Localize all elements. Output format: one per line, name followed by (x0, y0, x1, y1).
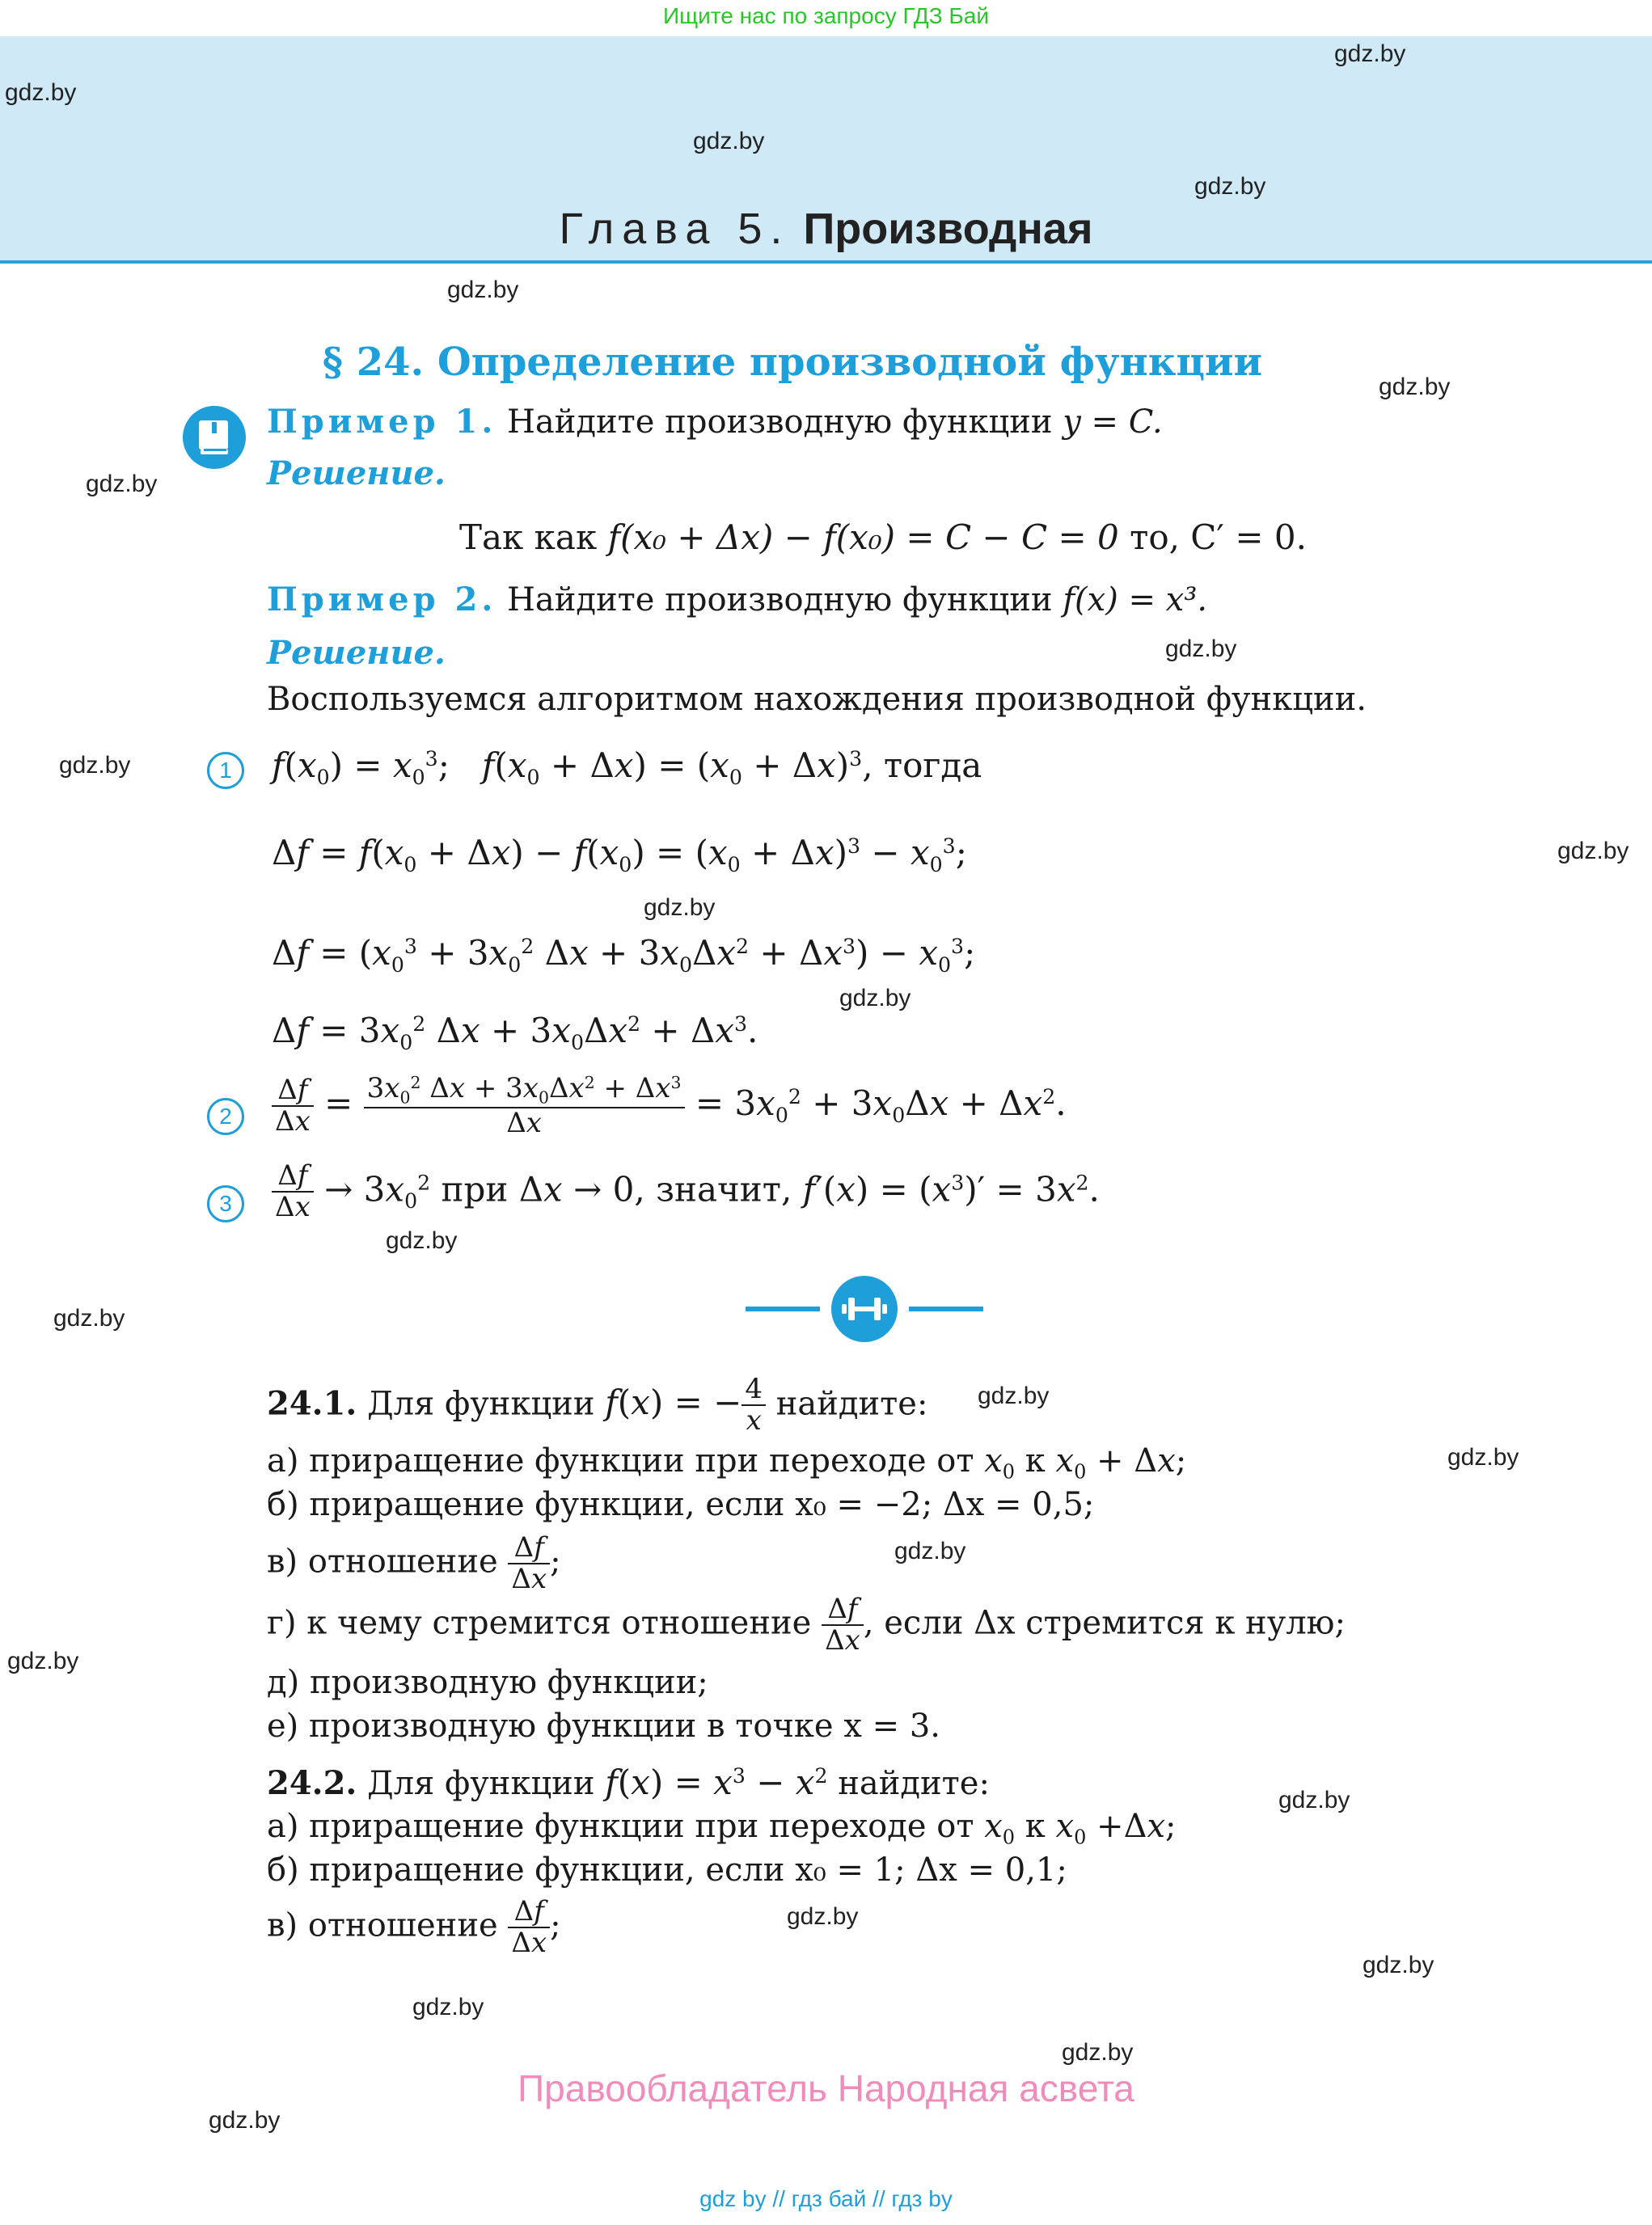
watermark: gdz.by (787, 1903, 859, 1930)
item-g-text: г) к чему стремится отношение (267, 1604, 812, 1642)
exercise-24-1-item-v: в) отношение $\frac{\Delta f}{\Delta x}$ ; (267, 1531, 561, 1596)
footer-links[interactable]: gdz by // гдз бай // гдз by (699, 2186, 953, 2211)
watermark: gdz.by (1194, 173, 1266, 200)
watermark: gdz.by (894, 1538, 966, 1564)
watermark: gdz.by (447, 277, 519, 303)
watermark: gdz.by (7, 1648, 79, 1674)
example1-task-formula: y = C. (1063, 403, 1163, 441)
exercise-24-2-item-a: а) приращение функции при переходе от $x_0$ к $x_0 +\Delta x$; (267, 1808, 1177, 1849)
watermark: gdz.by (1379, 374, 1451, 400)
example1-task-text: Найдите производную функции (506, 403, 1053, 441)
watermark: gdz.by (5, 79, 77, 106)
chapter-name: Производная (803, 205, 1093, 253)
watermark: gdz.by (1447, 1444, 1519, 1471)
step-2-marker: 2 (207, 1098, 244, 1135)
step-3-marker: 3 (207, 1185, 244, 1222)
step-1-then: , тогда (862, 745, 982, 785)
item-v-text: в) отношение (267, 1906, 498, 1944)
example1-label: Пример 1. (267, 403, 497, 441)
watermark: gdz.by (1557, 838, 1629, 864)
example2-intro: Воспользуемся алгоритмом нахождения производной функции. (267, 681, 1367, 718)
exercise-24-2-header: 24.2. Для функции $f(x) = x^3 - x^2$ найдите: (267, 1763, 990, 1802)
divider-line-left (746, 1307, 820, 1311)
example1-solution-label: Решение. (267, 454, 446, 492)
watermark: gdz.by (839, 985, 911, 1011)
exercise-24-1-item-b (267, 1486, 1094, 1523)
example2-task-text: Найдите производную функции (506, 581, 1053, 619)
watermark: gdz.by (978, 1383, 1050, 1409)
example1-since-text: Так как (459, 517, 598, 557)
watermark: gdz.by (644, 894, 716, 921)
exercise-24-2-intro: Для функции (367, 1765, 595, 1802)
watermark: gdz.by (693, 128, 765, 154)
item-b-values: x₀ = 1; Δx = 0,1; (795, 1851, 1067, 1889)
watermark: gdz.by (1062, 2039, 1134, 2066)
section-title: § 24. Определение производной функции (322, 340, 1263, 385)
example1-task (267, 403, 1163, 441)
watermark: gdz.by (412, 1994, 484, 2020)
example1-formula: f(x₀ + Δx) − f(x₀) = C − C = 0 (607, 517, 1119, 557)
step-3-line: $\frac{\Delta f}{\Delta x}$ → $3x_0^2$ при Δx → 0, значит, $f'(x) = (x^3)' = 3x^2$. (272, 1161, 1100, 1223)
watermark: gdz.by (209, 2107, 281, 2134)
example2-label: Пример 2. (267, 581, 497, 619)
item-v-text: в) отношение (267, 1543, 498, 1581)
watermark: gdz.by (59, 752, 131, 779)
watermark: gdz.by (1165, 635, 1237, 662)
exercise-24-1-item-g: г) к чему стремится отношение $\frac{\Delta f}{\Delta x}$ , если Δx стремится к нулю; (267, 1593, 1346, 1657)
step-1-marker: 1 (207, 752, 244, 789)
item-a-text: а) приращение функции при переходе от (267, 1808, 974, 1845)
header-rule (0, 260, 1652, 264)
watermark: gdz.by (1363, 1952, 1434, 1978)
step-3-znachit: значит, (656, 1169, 792, 1210)
exercise-24-1-item-d: д) производную функции; (267, 1664, 708, 1701)
search-hint: Ищите нас по запросу ГДЗ Бай (662, 3, 990, 28)
item-b-text: б) приращение функции, если (267, 1486, 785, 1523)
item-b-text: б) приращение функции, если (267, 1851, 785, 1889)
item-a-text: а) приращение функции при переходе от (267, 1442, 974, 1480)
item-g-tail: , если Δx стремится к нулю; (863, 1604, 1346, 1642)
exercise-24-2-item-b (267, 1851, 1067, 1889)
dumbbell-icon (831, 1276, 898, 1342)
example2-task (267, 581, 1207, 619)
exercise-24-1-intro: Для функции (367, 1385, 595, 1423)
chapter-prefix: Глава 5. (559, 205, 791, 253)
step-2-line: $\frac{\Delta f}{\Delta x}$ = $\frac{3x_0^2 \Delta x + 3x_0\Delta x^2 + \Delta x^3}{\Delta x}$ = $3x_0^2 + 3x_0\Delta x + \Delta x^2$. (272, 1074, 1067, 1138)
watermark: gdz.by (86, 471, 158, 497)
step-3-pri: при (441, 1169, 509, 1210)
watermark: gdz.by (1278, 1787, 1350, 1813)
divider-line-right (909, 1307, 983, 1311)
book-icon (183, 406, 246, 469)
step-1-delta-line-1: $\Delta f = f(x_0 + \Delta x) - f(x_0) = (x_0 + \Delta x)^3 - x_0^3$; (272, 833, 967, 876)
watermark: gdz.by (53, 1305, 125, 1332)
watermark: gdz.by (386, 1227, 458, 1254)
example2-solution-label: Решение. (267, 634, 446, 672)
exercise-24-1-find: найдите: (775, 1385, 928, 1423)
exercise-24-2-find: найдите: (838, 1765, 990, 1802)
step-1-line: $f(x_0) = x_0^3$; $f(x_0 + \Delta x) = (x_0 + \Delta x)^3$, тогда (272, 745, 982, 789)
exercise-24-1-header: 24.1. Для функции f(x) = − $\frac{4}{x}$ найдите: (267, 1373, 928, 1438)
example1-formula-line (459, 517, 1307, 557)
item-b-values: x₀ = −2; Δx = 0,5; (795, 1486, 1095, 1523)
example1-conclusion: то, C′ = 0. (1130, 517, 1307, 557)
step-1-delta-line-2: $\Delta f = (x_0^3 + 3x_0^2$ $\Delta x + 3x_0\Delta x^2 + \Delta x^3) - x_0^3$; (272, 933, 976, 977)
step-1-delta-line-3: $\Delta f = 3x_0^2$ $\Delta x + 3x_0\Delta x^2 + \Delta x^3$. (272, 1011, 758, 1054)
watermark: gdz.by (1334, 40, 1406, 67)
exercise-24-1-number: 24.1. (267, 1384, 357, 1423)
copyright-notice: Правообладатель Народная асвета (518, 2067, 1134, 2109)
exercise-24-1-item-e: е) производную функции в точке x = 3. (267, 1708, 940, 1745)
exercise-24-2-item-v: в) отношение $\frac{\Delta f}{\Delta x}$ ; (267, 1895, 561, 1960)
example2-task-formula: f(x) = x³. (1063, 581, 1208, 619)
exercise-24-2-number: 24.2. (267, 1764, 357, 1802)
chapter-title (0, 204, 1652, 254)
exercise-24-1-item-a: а) приращение функции при переходе от $x_0$ к $x_0 + \Delta x$; (267, 1442, 1187, 1484)
